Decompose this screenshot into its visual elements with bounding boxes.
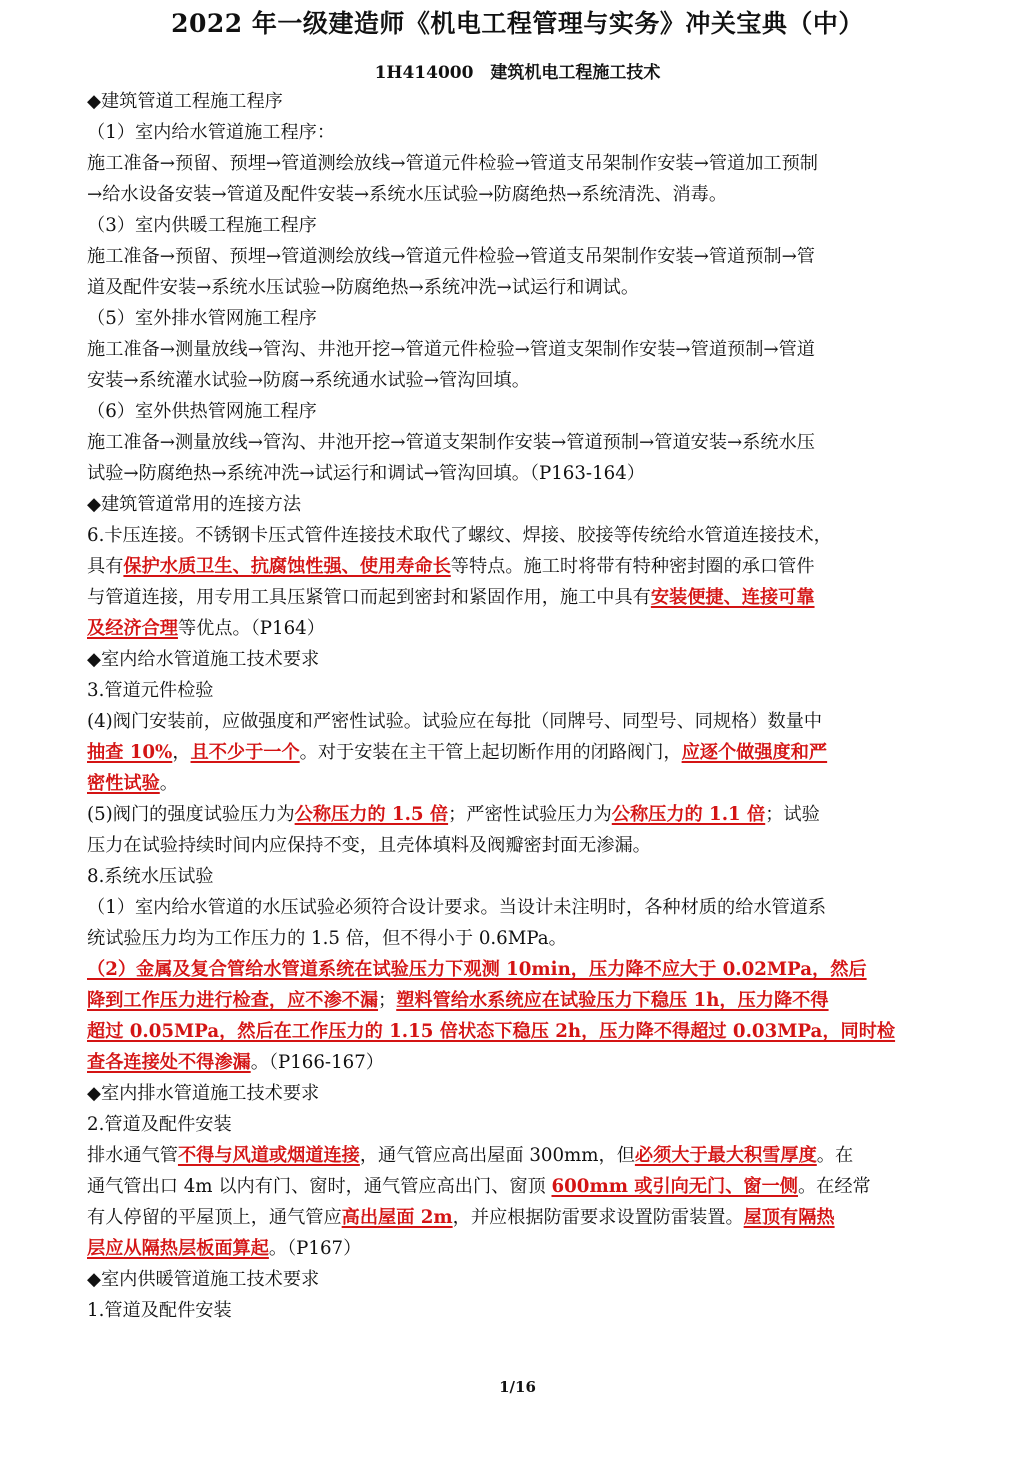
highlighted-text: 及经济合理: [87, 618, 178, 639]
text-line: [87, 458, 937, 489]
text-line: [87, 675, 937, 706]
text-line: [87, 179, 937, 210]
text-segment: 。在: [816, 1145, 854, 1166]
text-line: [87, 892, 937, 923]
highlighted-text: 抽查 10%: [87, 742, 173, 763]
text-segment: 2.管道及配件安装: [87, 1114, 232, 1135]
text-segment: (5)阀门的强度试验压力为: [87, 804, 295, 825]
text-line: [87, 1202, 937, 1233]
highlighted-text: 层应从隔热层板面算起: [87, 1238, 269, 1259]
text-line: [87, 582, 937, 613]
highlighted-text: 屋顶有隔热: [743, 1207, 835, 1228]
text-line: [87, 551, 937, 582]
highlighted-text: 密性试验: [87, 773, 160, 794]
text-segment: （3）室内供暖工程施工程序: [87, 215, 317, 236]
text-segment: 6.卡压连接。不锈钢卡压式管件连接技术取代了螺纹、焊接、胶接等传统给水管道连接技术，: [87, 525, 832, 546]
text-segment: ；严密性试验压力为: [448, 804, 612, 825]
text-segment: ◆建筑管道常用的连接方法: [87, 494, 302, 515]
text-segment: ；试验: [765, 804, 820, 825]
page-title: 2022 年一级建造师《机电工程管理与实务》冲关宝典（中）: [171, 9, 864, 38]
text-segment: 8.系统水压试验: [87, 866, 214, 887]
text-segment: ，: [172, 742, 191, 763]
text-segment: 排水通气管: [87, 1145, 178, 1166]
text-line: [87, 1264, 937, 1295]
text-line: [87, 86, 937, 117]
text-line: [87, 241, 937, 272]
text-line: [87, 1140, 937, 1171]
text-line: [87, 1295, 937, 1326]
text-segment: 通气管出口 4m 以内有门、窗时，通气管应高出门、窗顶: [87, 1176, 552, 1197]
highlighted-text: 塑料管给水系统应在试验压力下稳压 1h，压力降不得: [396, 990, 829, 1011]
text-line: [87, 117, 937, 148]
text-segment: ◆室内供暖管道施工技术要求: [87, 1269, 320, 1290]
text-line: [87, 1171, 937, 1202]
text-segment: （6）室外供热管网施工程序: [87, 401, 317, 422]
text-segment: 等特点。施工时将带有特种密封圈的承口管件: [450, 556, 815, 577]
text-line: [87, 985, 937, 1016]
text-segment: 3.管道元件检验: [87, 680, 214, 701]
text-segment: 压力在试验持续时间内应保持不变，且壳体填料及阀瓣密封面无渗漏。: [87, 835, 651, 856]
text-line: [87, 1233, 937, 1264]
highlighted-text: 降到工作压力进行检查，应不渗不漏: [87, 990, 379, 1011]
text-segment: （5）室外排水管网施工程序: [87, 308, 317, 329]
highlighted-text: 公称压力的 1.5 倍: [294, 804, 449, 825]
text-segment: 。在经常: [797, 1176, 871, 1197]
text-line: [87, 427, 937, 458]
text-line: [87, 334, 937, 365]
highlighted-text: 保护水质卫生、抗腐蚀性强、使用寿命长: [123, 556, 451, 577]
text-segment: 安装→系统灌水试验→防腐→系统通水试验→管沟回填。: [87, 370, 530, 391]
text-segment: (4)阀门安装前，应做强度和严密性试验。试验应在每批（同牌号、同型号、同规格）数量中: [87, 711, 823, 732]
highlighted-text: 安装便捷、连接可靠: [650, 587, 815, 608]
text-line: [87, 799, 937, 830]
text-line: [87, 1078, 937, 1109]
text-segment: 统试验压力均为工作压力的 1.5 倍，但不得小于 0.6MPa。: [87, 928, 567, 949]
text-segment: 。: [159, 773, 178, 794]
text-segment: 施工准备→测量放线→管沟、井池开挖→管道支架制作安装→管道预制→管道安装→系统水压: [87, 432, 815, 453]
text-line: [87, 210, 937, 241]
highlighted-text: 应逐个做强度和严: [681, 742, 828, 763]
text-line: [87, 365, 937, 396]
document-body: [87, 86, 937, 1326]
text-line: [87, 613, 937, 644]
text-segment: 具有: [87, 556, 124, 577]
text-segment: →给水设备安装→管道及配件安装→系统水压试验→防腐绝热→系统清洗、消毒。: [87, 184, 728, 205]
text-line: [87, 396, 937, 427]
highlighted-text: 不得与风道或烟道连接: [177, 1145, 360, 1166]
text-line: [87, 489, 937, 520]
text-line: [87, 706, 937, 737]
text-segment: 。（P167）: [268, 1238, 362, 1259]
text-segment: 施工准备→预留、预埋→管道测绘放线→管道元件检验→管道支吊架制作安装→管道预制→管: [87, 246, 815, 267]
text-segment: 。（P166-167）: [250, 1052, 384, 1073]
text-line: [87, 303, 937, 334]
text-line: [87, 1109, 937, 1140]
highlighted-text: 600mm 或引向无门、窗一侧: [551, 1176, 798, 1197]
text-line: [87, 520, 937, 551]
text-segment: 道及配件安装→系统水压试验→防腐绝热→系统冲洗→试运行和调试。: [87, 277, 640, 298]
text-segment: ◆建筑管道工程施工程序: [87, 91, 283, 112]
text-segment: ，并应根据防雷要求设置防雷装置。: [452, 1207, 744, 1228]
text-segment: 试验→防腐绝热→系统冲洗→试运行和调试→管沟回填。（P163-164）: [87, 463, 645, 484]
highlighted-text: 高出屋面 2m: [341, 1207, 453, 1228]
text-segment: 有人停留的平屋顶上，通气管应: [87, 1207, 342, 1228]
text-segment: ◆室内给水管道施工技术要求: [87, 649, 320, 670]
text-line: [87, 1047, 937, 1078]
text-segment: ◆室内排水管道施工技术要求: [87, 1083, 320, 1104]
section-heading: 1H414000 建筑机电工程施工技术: [374, 63, 661, 83]
text-line: [87, 954, 937, 985]
text-line: [87, 272, 937, 303]
highlighted-text: （2）金属及复合管给水管道系统在试验压力下观测 10min，压力降不应大于 0.02MPa，然后: [87, 959, 867, 980]
highlighted-text: 且不少于一个: [190, 742, 300, 763]
text-line: [87, 923, 937, 954]
text-segment: ；: [378, 990, 397, 1011]
text-line: [87, 768, 937, 799]
highlighted-text: 超过 0.05MPa，然后在工作压力的 1.15 倍状态下稳压 2h，压力降不得超过 0.03MPa，同时检: [87, 1021, 896, 1042]
text-segment: 1.管道及配件安装: [87, 1300, 232, 1321]
text-line: [87, 644, 937, 675]
text-line: [87, 148, 937, 179]
text-line: [87, 737, 937, 768]
text-segment: （1）室内给水管道施工程序：: [87, 122, 336, 143]
text-line: [87, 861, 937, 892]
text-segment: 施工准备→预留、预埋→管道测绘放线→管道元件检验→管道支吊架制作安装→管道加工预制: [87, 153, 818, 174]
page-number: 1/16: [499, 1378, 536, 1396]
text-segment: ，通气管应高出屋面 300mm，但: [359, 1145, 635, 1166]
highlighted-text: 查各连接处不得渗漏: [87, 1052, 251, 1073]
highlighted-text: 公称压力的 1.1 倍: [611, 804, 766, 825]
text-line: [87, 1016, 937, 1047]
text-segment: 与管道连接，用专用工具压紧管口而起到密封和紧固作用，施工中具有: [87, 587, 651, 608]
text-segment: （1）室内给水管道的水压试验必须符合设计要求。当设计未注明时，各种材质的给水管道系: [87, 897, 827, 918]
text-line: [87, 830, 937, 861]
text-segment: 等优点。（P164）: [177, 618, 325, 639]
highlighted-text: 必须大于最大积雪厚度: [634, 1145, 817, 1166]
text-segment: 。对于安装在主干管上起切断作用的闭路阀门，: [299, 742, 682, 763]
text-segment: 施工准备→测量放线→管沟、井池开挖→管道元件检验→管道支架制作安装→管道预制→管道: [87, 339, 815, 360]
